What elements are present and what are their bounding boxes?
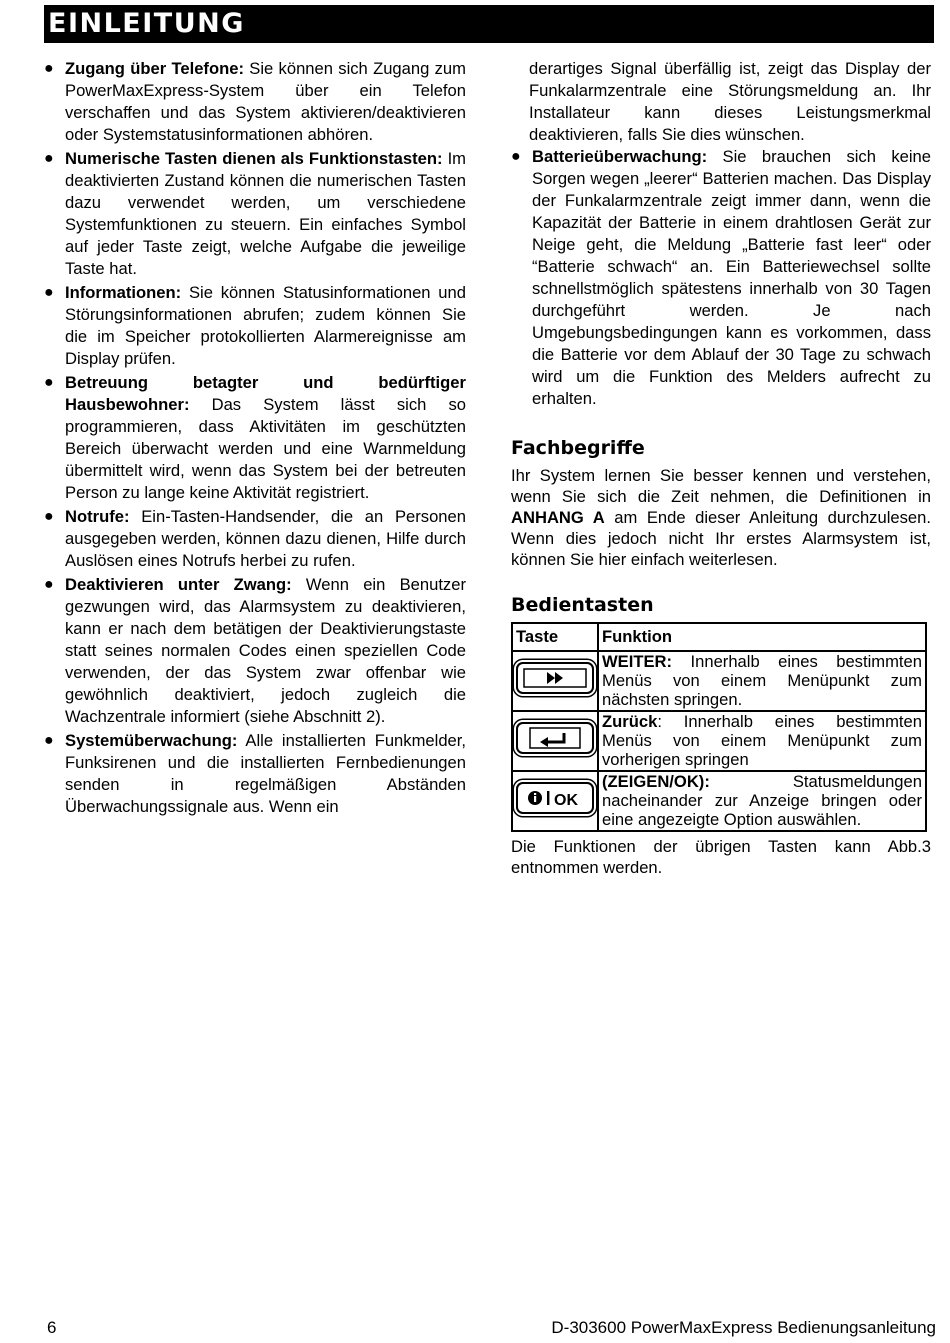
section-title-bedientasten: Bedientasten bbox=[511, 594, 654, 616]
item-label: Systemüberwachung: bbox=[65, 731, 238, 750]
column-header-key: Taste bbox=[512, 623, 598, 651]
list-item bbox=[44, 730, 466, 818]
fachbegriffe-paragraph bbox=[511, 465, 931, 570]
item-label: Betreuung betagter und bedürftiger Hausbewohner: bbox=[65, 373, 466, 414]
item-text: Wenn ein Benutzer gezwungen wird, das Alarmsystem zu deaktivieren, kann er nach dem betätigen der Deaktivierungstaste statt seines normalen Codes einen speziellen Code verwenden, der das System zwar offenbar wie gewöhnlich deaktiviert, jedoch zugleich die Wachzentrale informiert (siehe Abschnitt 2). bbox=[65, 575, 466, 726]
next-key-icon bbox=[516, 662, 594, 694]
function-label: (ZEIGEN/OK): bbox=[602, 772, 710, 791]
bullet-icon: ● bbox=[44, 284, 54, 301]
item-label: Numerische Tasten dienen als Funktionstasten: bbox=[65, 149, 443, 168]
function-text: Innerhalb eines bestimmten Menüs von einem Menüpunkt zum nächsten springen. bbox=[602, 652, 922, 709]
column-header-function: Funktion bbox=[598, 623, 926, 651]
list-item bbox=[44, 148, 466, 280]
ok-key-label: OK bbox=[554, 792, 578, 809]
page-number: 6 bbox=[47, 1318, 57, 1337]
item-label: Zugang über Telefone: bbox=[65, 59, 244, 78]
keys-note: Die Funktionen der übrigen Tasten kann Abb.3 entnommen werden. bbox=[511, 837, 931, 877]
item-text: Alle installierten Funkmelder, Funksirenen und die installierten Fernbedienungen senden in regelmäßigen Abständen Überwachungssignale aus. Wenn ein bbox=[65, 731, 466, 816]
key-cell bbox=[512, 651, 598, 711]
item-text: Sie können sich Zugang zum PowerMaxExpress-System über ein Telefon verschaffen und das System aktivieren/deaktivieren oder Systemstatusinformationen abhören. bbox=[65, 59, 466, 144]
key-cell bbox=[512, 711, 598, 771]
list-item bbox=[44, 58, 466, 146]
table-row bbox=[512, 711, 926, 771]
item-text: Ein-Tasten-Handsender, die an Personen ausgegeben werden, können dazu dienen, Hilfe durch Auslösen eines Notrufs herbei zu rufen. bbox=[65, 507, 466, 570]
chapter-header-bar bbox=[44, 5, 934, 43]
function-cell bbox=[598, 711, 926, 771]
bullet-icon: ● bbox=[511, 148, 521, 165]
bullet-icon: ● bbox=[44, 732, 54, 749]
fachbegriffe-text-after: am Ende dieser Anleitung durchzulesen. Wenn dies jedoch nicht Ihr erstes Alarmsystem ist, können Sie hier einfach weiterlesen. bbox=[511, 508, 931, 569]
table-row bbox=[512, 771, 926, 831]
function-text: : Innerhalb eines bestimmten Menüs von einem Menüpunkt zum vorherigen springen bbox=[602, 712, 922, 769]
left-column bbox=[44, 58, 466, 820]
item-label: Notrufe: bbox=[65, 507, 130, 526]
bullet-icon: ● bbox=[44, 576, 54, 593]
list-item bbox=[44, 372, 466, 504]
section-title-fachbegriffe: Fachbegriffe bbox=[511, 437, 645, 459]
key-cell bbox=[512, 771, 598, 831]
function-label: WEITER: bbox=[602, 652, 673, 671]
bullet-icon: ● bbox=[44, 374, 54, 391]
list-item bbox=[44, 574, 466, 728]
info-ok-key-icon bbox=[516, 782, 594, 814]
continuation-paragraph: derartiges Signal überfällig ist, zeigt das Display der Funkalarmzentrale eine Störungsmeldung an. Ihr Installateur kann dieses Leistungsmerkmal deaktivieren, falls Sie dies wünschen. bbox=[529, 59, 931, 144]
table-row bbox=[512, 651, 926, 711]
item-label: Deaktivieren unter Zwang: bbox=[65, 575, 292, 594]
function-label: Zurück bbox=[602, 712, 658, 731]
right-column bbox=[511, 58, 931, 878]
document-title: D-303600 PowerMaxExpress Bedienungsanleitung bbox=[551, 1318, 936, 1337]
continued-text bbox=[511, 58, 931, 146]
function-text: Statusmeldungen nacheinander zur Anzeige bringen oder eine angezeigte Option auswählen. bbox=[602, 772, 922, 829]
chapter-title: EINLEITUNG bbox=[48, 8, 245, 39]
item-text: Sie können Statusinformationen und Störungsinformationen abrufen; zudem können Sie die im Speicher protokollierten Alarmereignisse am Display prüfen. bbox=[65, 283, 466, 368]
bullet-icon: ● bbox=[44, 150, 54, 167]
bullet-icon: ● bbox=[44, 508, 54, 525]
item-text: Das System lässt sich so programmieren, dass Aktivitäten im geschützten Bereich überwacht werden und eine Warnmeldung übermittelt wird, wenn das System bei der betreuten Person zu lange keine Aktivität registriert. bbox=[65, 395, 466, 502]
appendix-reference: ANHANG A bbox=[511, 508, 605, 527]
bullet-icon: ● bbox=[44, 60, 54, 77]
list-item bbox=[511, 146, 931, 410]
back-key-icon bbox=[516, 722, 594, 754]
item-text: Sie brauchen sich keine Sorgen wegen „leerer“ Batterien machen. Das Display der Funkalarmzentrale zeigt immer dann, wenn die Kapazität der Batterie in einem drahtlosen Gerät zur Neige geht, die Meldung „Batterie fast leer“ oder “Batterie schwach“ an. Ein Batteriewechsel sollte schnellstmöglich spätestens innerhalb von 30 Tagen durchgeführt werden. Je nach Umgebungsbedingungen kann es vorkommen, dass die Batterie vor dem Ablauf der 30 Tage zu schwach wird um die Funktion des Melders aufrecht zu erhalten. bbox=[532, 147, 931, 408]
item-text: Im deaktivierten Zustand können die numerischen Tasten dazu verwendet werden, um verschiedene Systemfunktionen zu steuern. Ein einfaches Symbol auf jeder Taste zeigt, welche Aufgabe die jeweilige Taste hat. bbox=[65, 149, 466, 278]
keys-table bbox=[511, 622, 927, 832]
item-label: Informationen: bbox=[65, 283, 182, 302]
table-header-row bbox=[512, 623, 926, 651]
function-cell bbox=[598, 771, 926, 831]
item-label: Batterieüberwachung: bbox=[532, 147, 708, 166]
list-item bbox=[44, 506, 466, 572]
function-cell bbox=[598, 651, 926, 711]
list-item bbox=[44, 282, 466, 370]
fachbegriffe-text-before: Ihr System lernen Sie besser kennen und verstehen, wenn Sie sich die Zeit nehmen, die Definitionen in bbox=[511, 466, 931, 506]
